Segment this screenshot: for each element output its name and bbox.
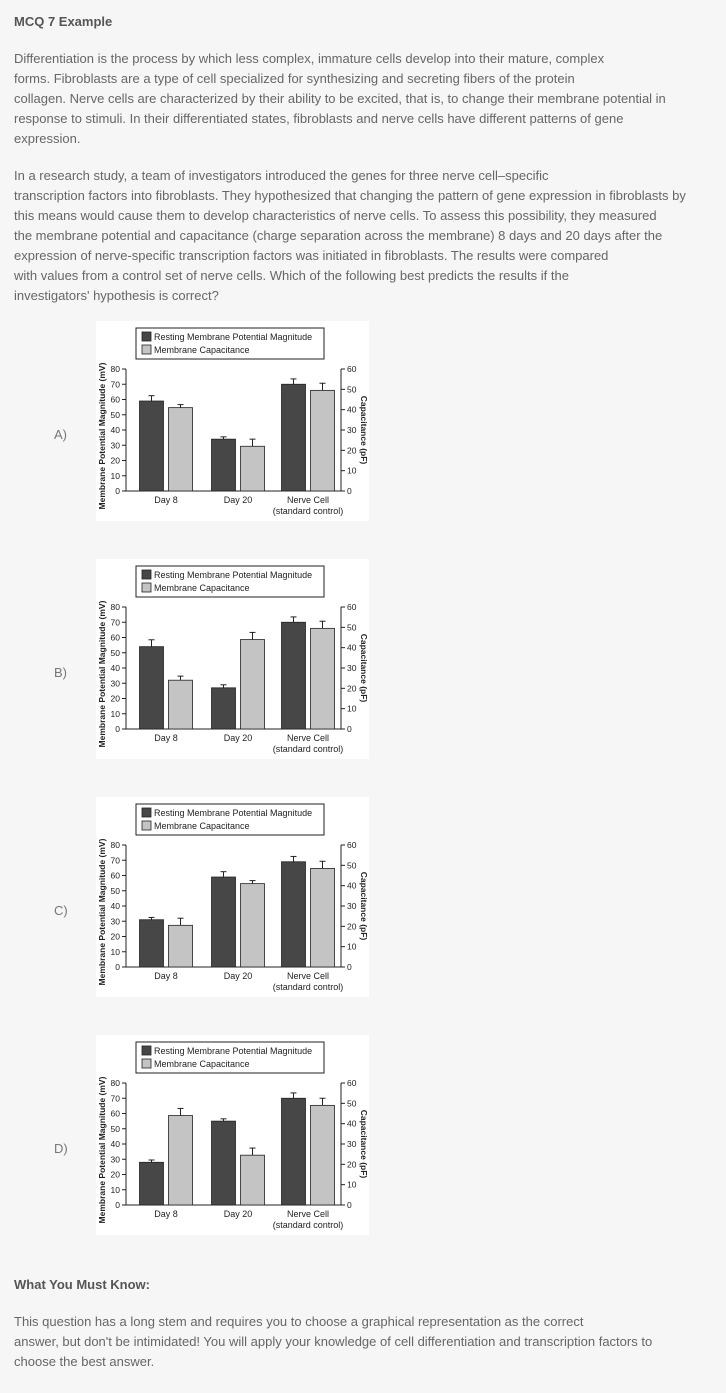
- bar: [241, 884, 265, 967]
- y2-tick-label: 0: [347, 486, 352, 496]
- legend-swatch-potential: [142, 332, 151, 341]
- bar: [282, 862, 306, 967]
- y-tick-label: 70: [110, 617, 120, 628]
- text-line: choose the best answer.: [14, 1354, 155, 1369]
- bar: [212, 1121, 236, 1205]
- y-tick-label: 40: [110, 1139, 120, 1149]
- bar: [241, 640, 265, 729]
- y-tick-label: 50: [110, 1123, 120, 1134]
- y2-tick-label: 50: [347, 860, 357, 871]
- text-line: answer, but don't be intimidated! You will apply your knowledge of cell differentiation and transcription factors to: [14, 1334, 653, 1349]
- x-tick-label: Day 8: [154, 733, 178, 743]
- y2-tick-label: 40: [347, 880, 357, 891]
- y2-tick-label: 60: [347, 602, 357, 612]
- y-tick-label: 0: [115, 1200, 120, 1210]
- page-title: MCQ 7 Example: [14, 14, 113, 29]
- section-heading: What You Must Know:: [14, 1277, 150, 1292]
- y2-tick-label: 50: [347, 1098, 357, 1109]
- option-letter: B): [54, 665, 67, 680]
- x-tick-label: Nerve Cell: [286, 495, 330, 505]
- bar: [212, 439, 236, 491]
- y-tick-label: 30: [110, 1154, 120, 1165]
- y-tick-label: 80: [110, 364, 120, 374]
- y-tick-label: 70: [110, 1093, 120, 1104]
- y2-tick-label: 20: [347, 445, 357, 456]
- chart-legend: [136, 566, 324, 597]
- y-tick-label: 70: [110, 379, 120, 390]
- y2-tick-label: 30: [347, 901, 357, 911]
- y2-tick-label: 30: [347, 1139, 357, 1149]
- y2-tick-label: 20: [347, 683, 357, 694]
- option-d-chart: [96, 1035, 369, 1235]
- y2-tick-label: 10: [347, 1179, 357, 1190]
- bar: [212, 877, 236, 967]
- bar: [140, 920, 164, 967]
- bar: [311, 390, 335, 491]
- y2-tick-label: 0: [347, 962, 352, 972]
- x-tick-label: (standard control): [272, 744, 344, 754]
- text-line: expression.: [14, 131, 81, 146]
- y2-tick-label: 50: [347, 384, 357, 395]
- y2-tick-label: 60: [347, 364, 357, 374]
- y-tick-label: 10: [110, 470, 120, 481]
- y-tick-label: 80: [110, 840, 120, 850]
- y-tick-label: 80: [110, 602, 120, 612]
- y-tick-label: 10: [110, 946, 120, 957]
- y2-axis-label: Capacitance (pF): [359, 395, 369, 465]
- y-tick-label: 0: [115, 962, 120, 972]
- bar: [311, 868, 335, 967]
- option-a-chart: [96, 321, 369, 521]
- y-axis-label: Membrane Potential Magnitude (mV): [97, 1076, 107, 1224]
- bar: [282, 384, 306, 491]
- y2-tick-label: 40: [347, 1118, 357, 1129]
- y-tick-label: 60: [110, 870, 120, 881]
- y-tick-label: 40: [110, 425, 120, 435]
- y-tick-label: 50: [110, 885, 120, 896]
- option-letter: A): [54, 427, 67, 442]
- legend-swatch-capacitance: [142, 821, 151, 830]
- x-tick-label: (standard control): [272, 982, 344, 992]
- bar: [311, 628, 335, 729]
- y-axis-label: Membrane Potential Magnitude (mV): [97, 362, 107, 510]
- y2-tick-label: 60: [347, 1078, 357, 1088]
- text-line: with values from a control set of nerve cells. Which of the following best predicts the results if the: [14, 268, 569, 283]
- bar-chart: [96, 321, 369, 521]
- y-tick-label: 40: [110, 663, 120, 673]
- stem-paragraph-1: [14, 49, 704, 149]
- y-tick-label: 40: [110, 901, 120, 911]
- y-tick-label: 60: [110, 632, 120, 643]
- x-tick-label: Nerve Cell: [286, 971, 330, 981]
- y-tick-label: 30: [110, 678, 120, 689]
- text-line: Differentiation is the process by which less complex, immature cells develop into their mature, complex: [14, 51, 605, 66]
- y-tick-label: 50: [110, 647, 120, 658]
- text-line: this means would cause them to develop characteristics of nerve cells. To assess this possibility, they measured: [14, 208, 657, 223]
- legend-swatch-capacitance: [142, 583, 151, 592]
- answer-option-d[interactable]: [0, 1035, 726, 1235]
- text-line: transcription factors into fibroblasts. They hypothesized that changing the pattern of gene expression in fibroblasts by: [14, 188, 686, 203]
- answer-option-a[interactable]: [0, 321, 726, 521]
- y-tick-label: 70: [110, 855, 120, 866]
- text-line: the membrane potential and capacitance (charge separation across the membrane) 8 days and 20 days after the: [14, 228, 663, 243]
- y-tick-label: 0: [115, 486, 120, 496]
- x-tick-label: Day 8: [154, 1209, 178, 1219]
- bar: [169, 680, 193, 729]
- bar: [140, 401, 164, 491]
- legend-label: Membrane Capacitance: [154, 583, 250, 593]
- y-tick-label: 30: [110, 916, 120, 927]
- option-b-chart: [96, 559, 369, 759]
- legend-label: Membrane Capacitance: [154, 1059, 250, 1069]
- bar: [241, 1155, 265, 1205]
- bar-chart: [96, 797, 369, 997]
- x-tick-label: Nerve Cell: [286, 733, 330, 743]
- text-line: In a research study, a team of investigators introduced the genes for three nerve cell–specific: [14, 168, 549, 183]
- y-tick-label: 50: [110, 409, 120, 420]
- y-tick-label: 0: [115, 724, 120, 734]
- bar: [169, 408, 193, 491]
- answer-option-b[interactable]: [0, 559, 726, 759]
- legend-swatch-potential: [142, 808, 151, 817]
- y-tick-label: 20: [110, 455, 120, 466]
- text-line: forms. Fibroblasts are a type of cell specialized for synthesizing and secreting fibers of the protein: [14, 71, 575, 86]
- bar-chart: [96, 1035, 369, 1235]
- text-line: This question has a long stem and requires you to choose a graphical representation as the correct: [14, 1314, 584, 1329]
- legend-swatch-potential: [142, 1046, 151, 1055]
- y-tick-label: 20: [110, 1169, 120, 1180]
- option-letter: C): [54, 903, 68, 918]
- y2-tick-label: 30: [347, 663, 357, 673]
- chart-legend: [136, 1042, 324, 1073]
- y2-axis-label: Capacitance (pF): [359, 1109, 369, 1179]
- y2-tick-label: 10: [347, 941, 357, 952]
- legend-swatch-capacitance: [142, 345, 151, 354]
- bar: [282, 622, 306, 729]
- bar: [241, 446, 265, 491]
- y-tick-label: 10: [110, 708, 120, 719]
- y-axis-label: Membrane Potential Magnitude (mV): [97, 838, 107, 986]
- legend-swatch-capacitance: [142, 1059, 151, 1068]
- option-letter: D): [54, 1141, 68, 1156]
- y-tick-label: 10: [110, 1184, 120, 1195]
- chart-legend: [136, 328, 324, 359]
- y2-tick-label: 0: [347, 1200, 352, 1210]
- legend-label: Resting Membrane Potential Magnitude: [154, 570, 313, 580]
- legend-swatch-potential: [142, 570, 151, 579]
- y2-tick-label: 10: [347, 465, 357, 476]
- y2-tick-label: 40: [347, 404, 357, 415]
- bar: [311, 1105, 335, 1205]
- y-tick-label: 80: [110, 1078, 120, 1088]
- legend-label: Resting Membrane Potential Magnitude: [154, 808, 313, 818]
- legend-label: Resting Membrane Potential Magnitude: [154, 1046, 313, 1056]
- answer-option-c[interactable]: [0, 797, 726, 997]
- bar: [169, 925, 193, 967]
- x-tick-label: Nerve Cell: [286, 1209, 330, 1219]
- legend-label: Membrane Capacitance: [154, 821, 250, 831]
- stem-paragraph-2: [14, 166, 704, 306]
- x-tick-label: (standard control): [272, 506, 344, 516]
- y2-tick-label: 40: [347, 642, 357, 653]
- bar: [140, 1162, 164, 1205]
- bar-chart: [96, 559, 369, 759]
- x-tick-label: Day 20: [223, 971, 253, 981]
- y-tick-label: 60: [110, 1108, 120, 1119]
- x-tick-label: Day 20: [223, 495, 253, 505]
- legend-label: Membrane Capacitance: [154, 345, 250, 355]
- x-tick-label: Day 8: [154, 971, 178, 981]
- option-c-chart: [96, 797, 369, 997]
- y2-tick-label: 50: [347, 622, 357, 633]
- y2-tick-label: 10: [347, 703, 357, 714]
- y2-tick-label: 60: [347, 840, 357, 850]
- chart-legend: [136, 804, 324, 835]
- bar: [282, 1098, 306, 1205]
- bar: [140, 647, 164, 729]
- text-line: investigators' hypothesis is correct?: [14, 288, 219, 303]
- x-tick-label: Day 8: [154, 495, 178, 505]
- y2-tick-label: 30: [347, 425, 357, 435]
- y-axis-label: Membrane Potential Magnitude (mV): [97, 600, 107, 748]
- x-tick-label: Day 20: [223, 1209, 253, 1219]
- y2-axis-label: Capacitance (pF): [359, 633, 369, 703]
- y-tick-label: 60: [110, 394, 120, 405]
- y2-tick-label: 20: [347, 1159, 357, 1170]
- y2-tick-label: 0: [347, 724, 352, 734]
- y-tick-label: 30: [110, 440, 120, 451]
- y-tick-label: 20: [110, 931, 120, 942]
- x-tick-label: Day 20: [223, 733, 253, 743]
- footer-paragraph: [14, 1312, 704, 1372]
- text-line: expression of nerve-specific transcription factors was initiated in fibroblasts. The results were compared: [14, 248, 609, 263]
- y2-axis-label: Capacitance (pF): [359, 871, 369, 941]
- bar: [212, 688, 236, 729]
- x-tick-label: (standard control): [272, 1220, 344, 1230]
- y-tick-label: 20: [110, 693, 120, 704]
- legend-label: Resting Membrane Potential Magnitude: [154, 332, 313, 342]
- text-line: response to stimuli. In their differentiated states, fibroblasts and nerve cells have different patterns of gene: [14, 111, 624, 126]
- text-line: collagen. Nerve cells are characterized by their ability to be excited, that is, to change their membrane potential in: [14, 91, 666, 106]
- y2-tick-label: 20: [347, 921, 357, 932]
- bar: [169, 1116, 193, 1205]
